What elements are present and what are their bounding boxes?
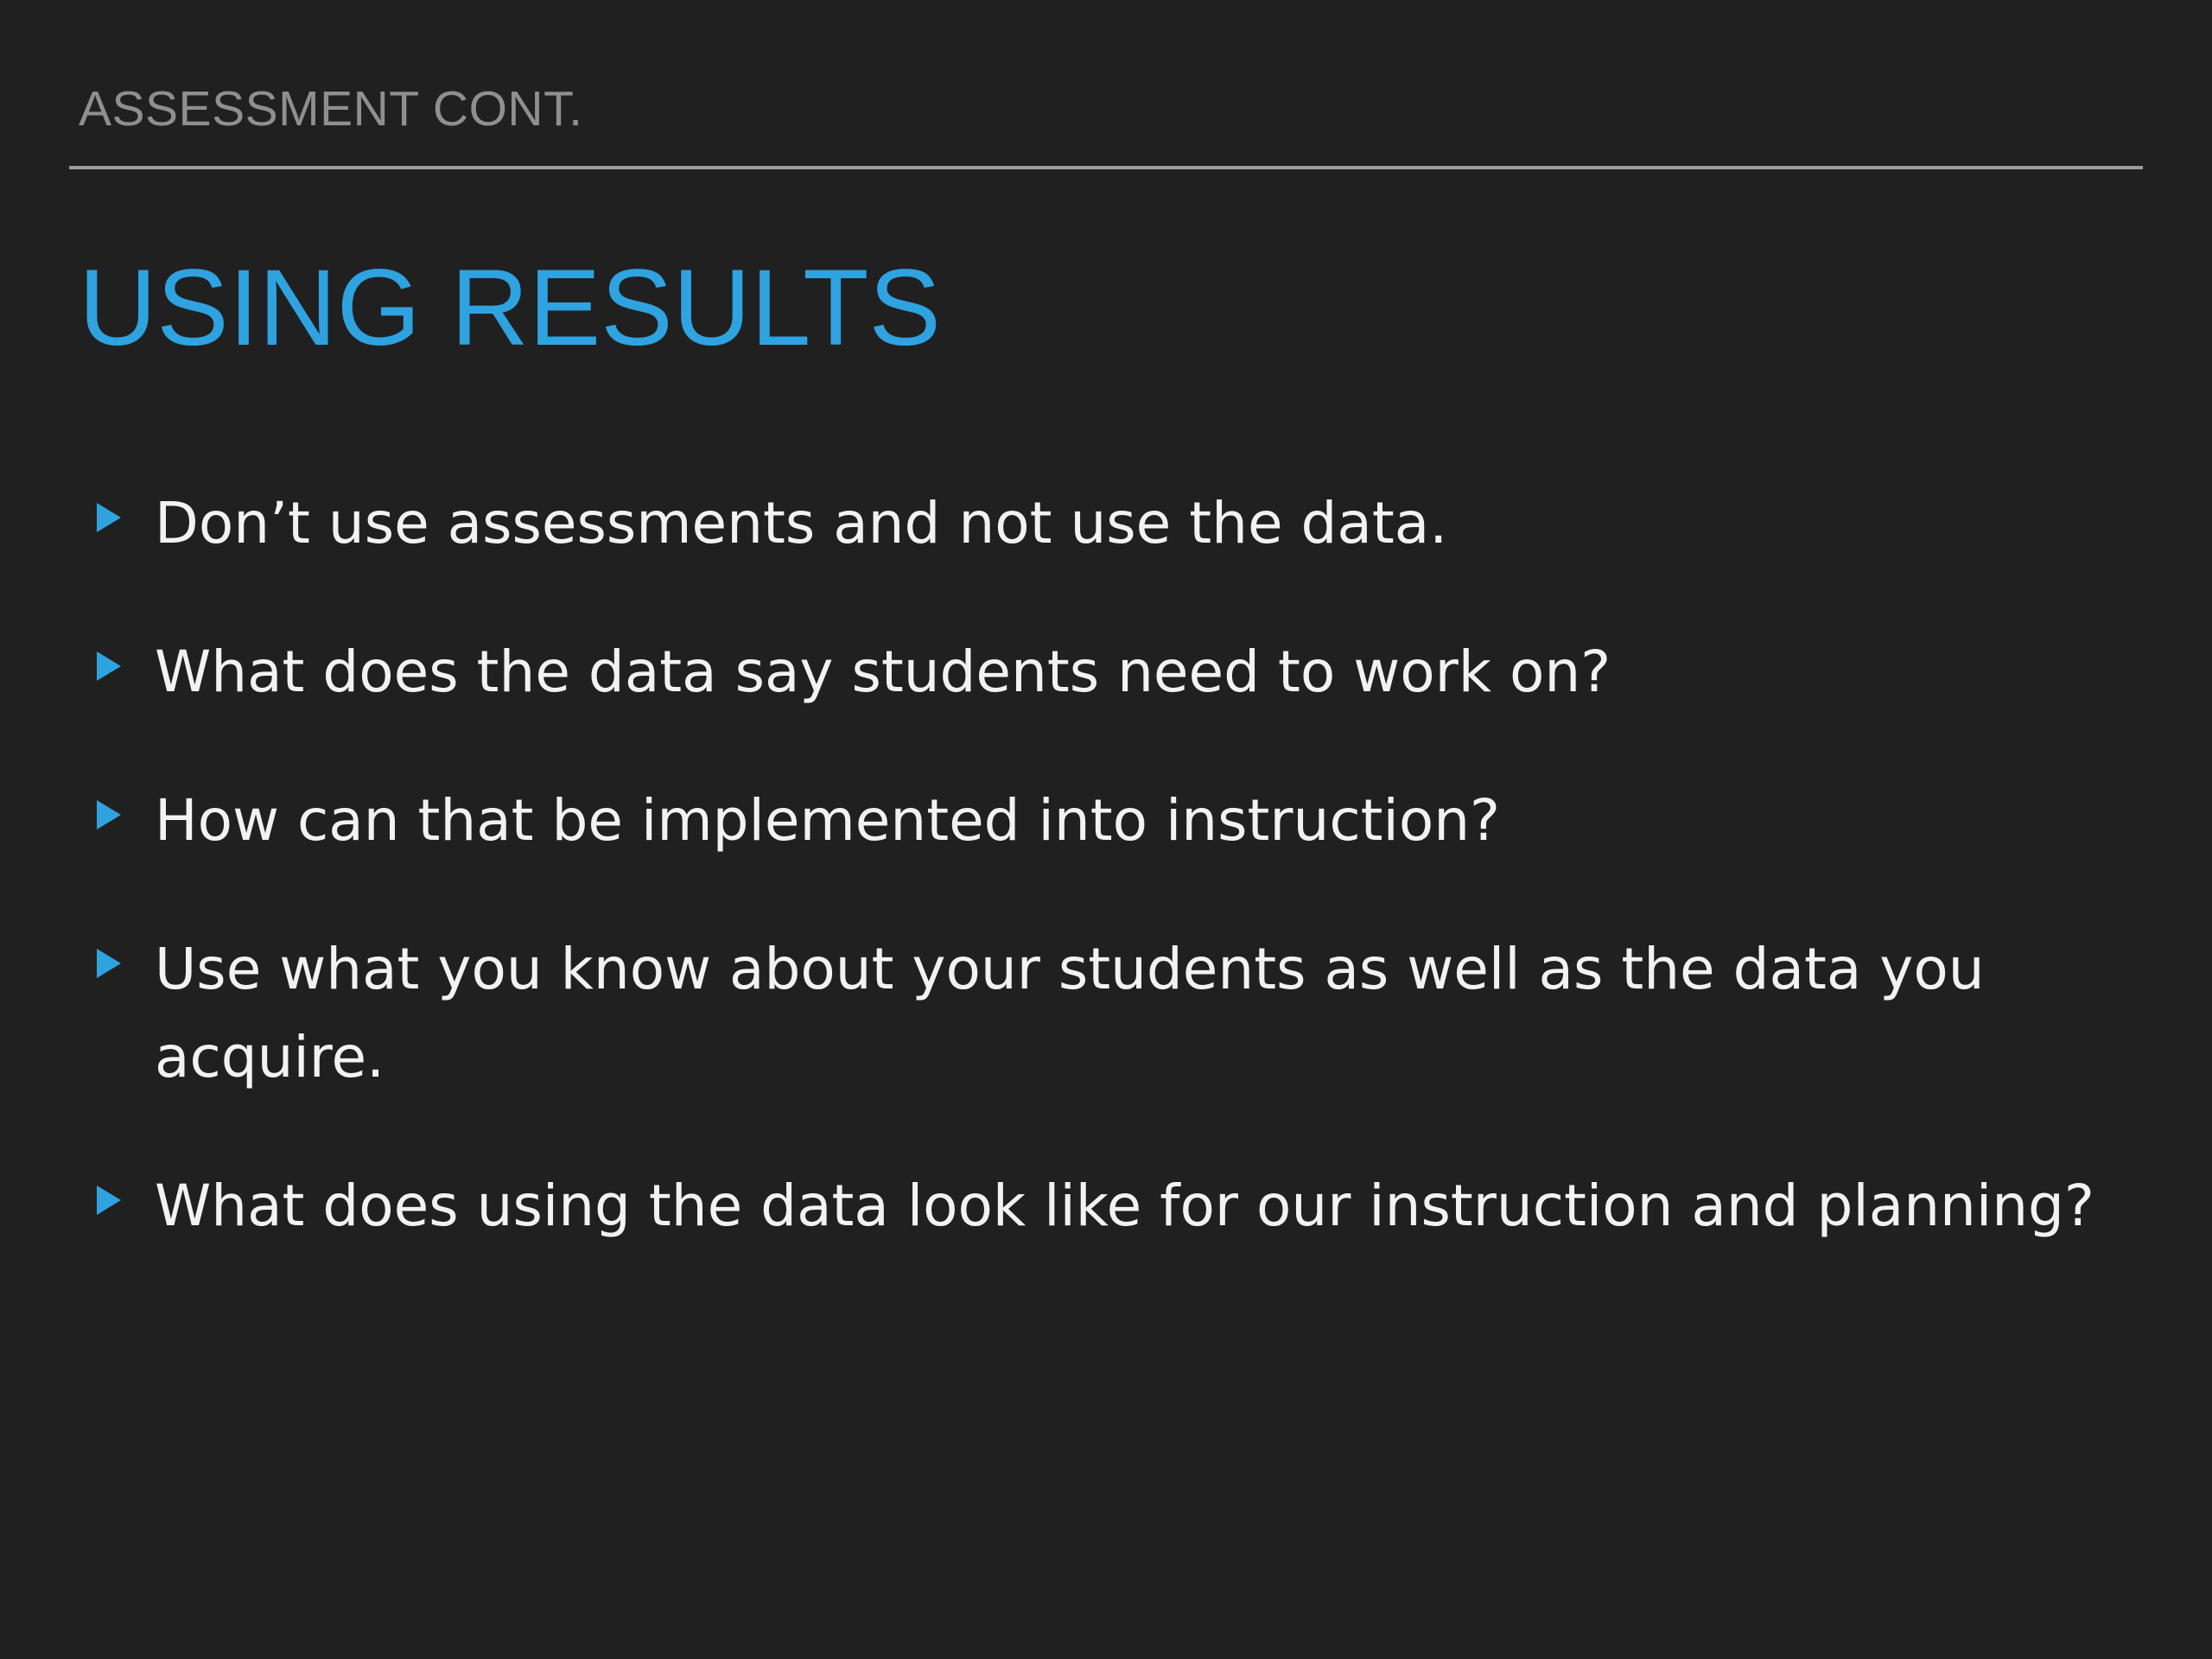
- triangle-right-icon: [97, 949, 121, 978]
- triangle-right-icon: [97, 1185, 121, 1215]
- bullet-text: What does using the data look like for our instruction and planning?: [155, 1173, 2094, 1239]
- triangle-right-icon: [97, 503, 121, 532]
- section-heading: ASSESSMENT CONT.: [79, 81, 583, 137]
- slide-title: USING RESULTS: [79, 248, 941, 368]
- bullet-text: How can that be implemented into instruction?: [155, 787, 1501, 854]
- triangle-right-icon: [97, 800, 121, 830]
- divider-line: [69, 166, 2143, 169]
- bullet-text: Don’t use assessments and not use the data.: [155, 490, 1448, 556]
- triangle-right-icon: [97, 652, 121, 681]
- bullet-text: What does the data say students need to work on?: [155, 639, 1611, 705]
- bullet-text: Use what you know about your students as well as the data you acquire.: [155, 936, 1985, 1090]
